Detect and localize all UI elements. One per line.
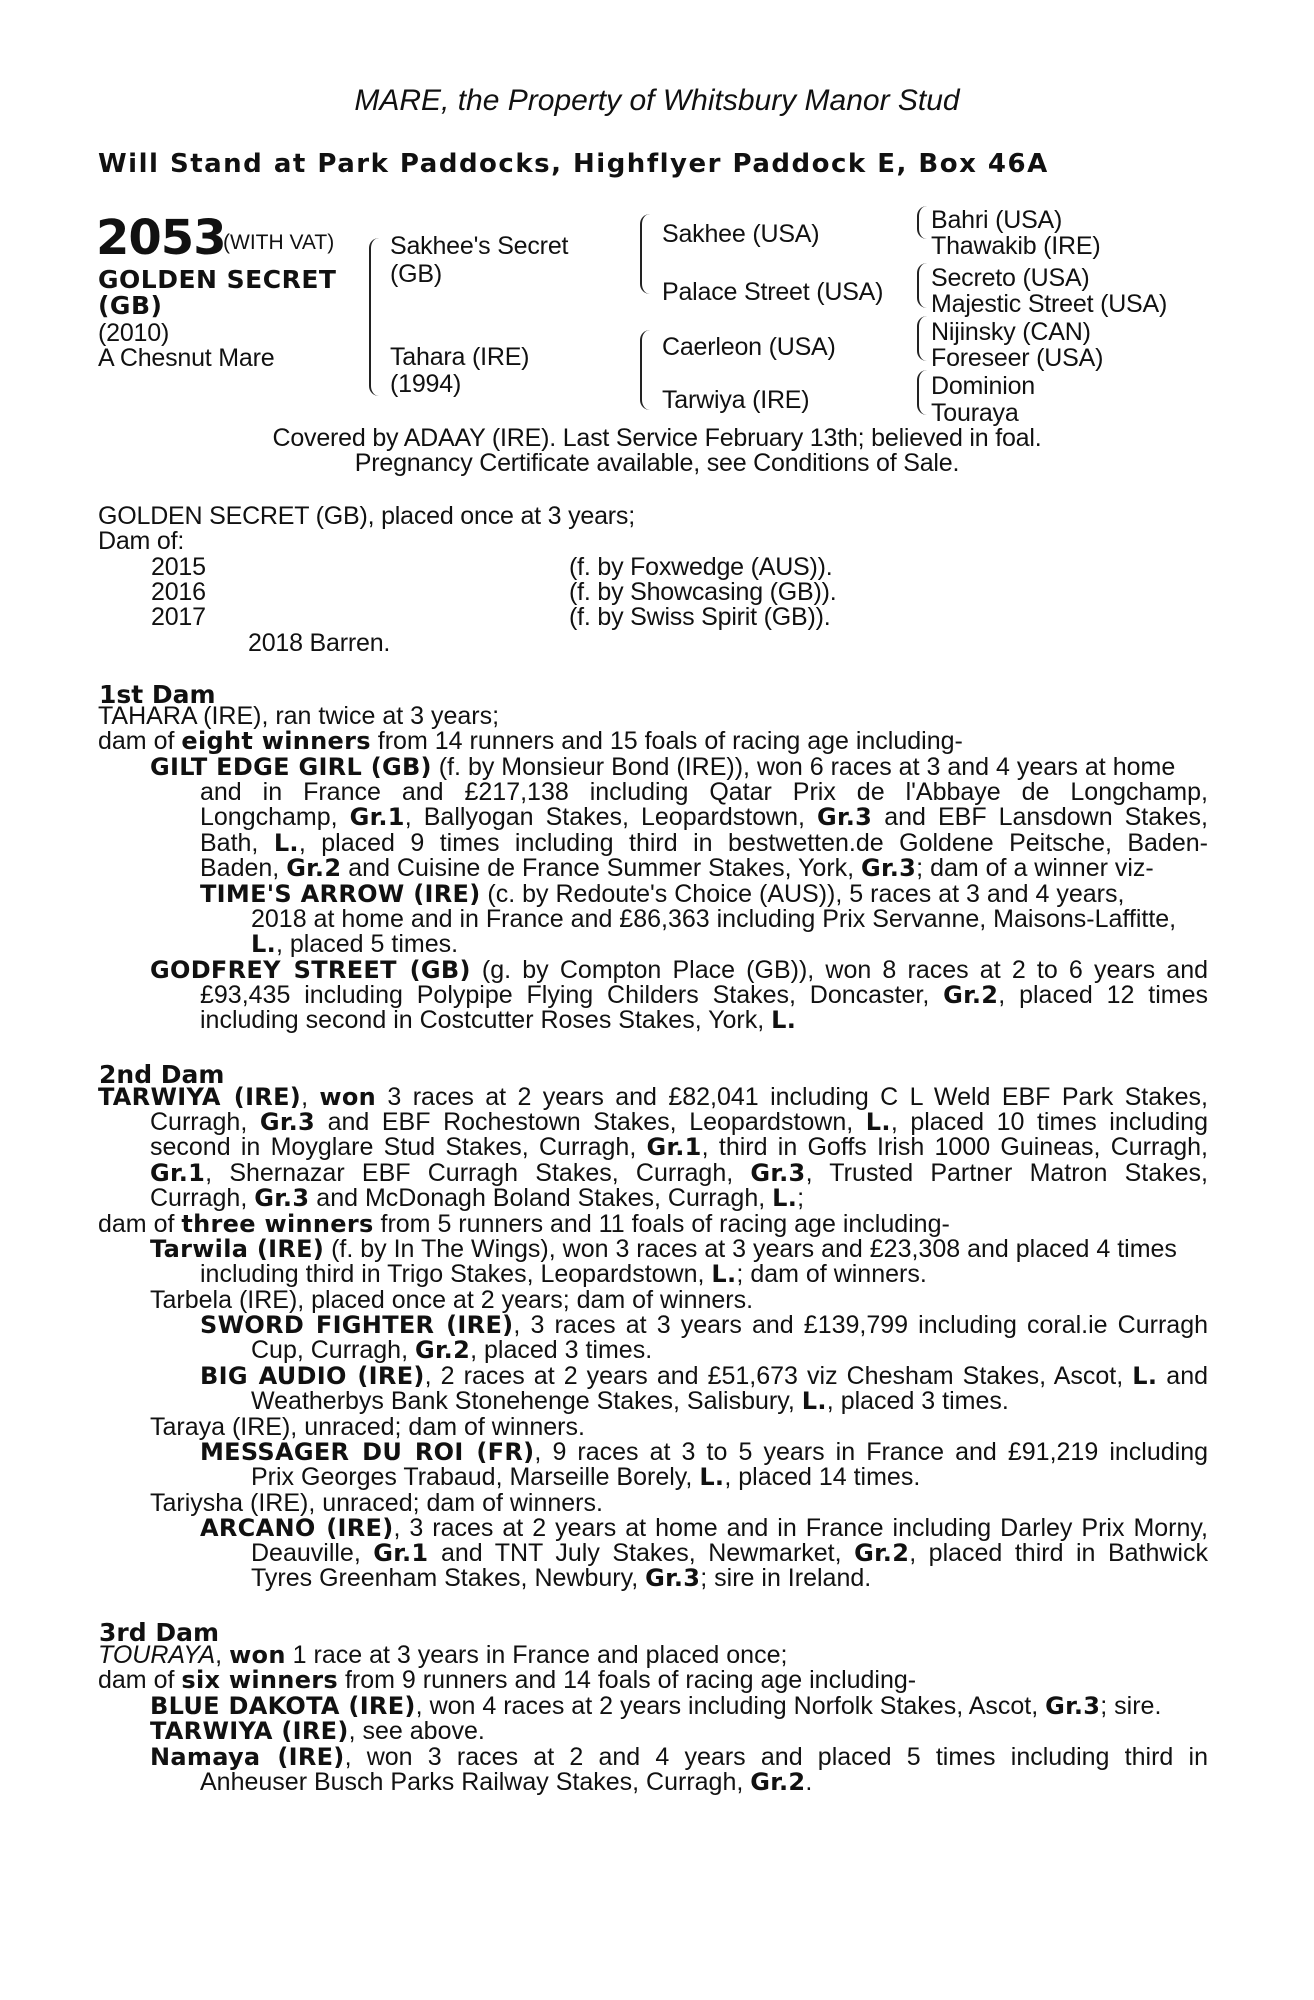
pedigree-dss: Nijinsky (CAN)	[931, 318, 1091, 346]
text-line: Baden, Gr.2 and Cuisine de France Summer Stakes, York, Gr.3; dam of a winner viz-	[200, 854, 1154, 883]
horse-year: (2010)	[98, 319, 170, 347]
first-dam-progeny-1	[150, 755, 1208, 780]
pedigree-brace-sd	[917, 263, 927, 308]
pedigree-sdd: Majestic Street (USA)	[931, 290, 1168, 318]
text-line: dam of eight winners from 14 runners and 15 foals of racing age including-	[98, 727, 963, 756]
third-dam-heading: 3rd Dam	[99, 1618, 219, 1647]
produce-desc: (f. by Foxwedge (AUS)).	[569, 553, 833, 581]
second-dam-sword-fighter	[200, 1313, 1208, 1338]
text-line: BLUE DAKOTA (IRE), won 4 races at 2 years including Norfolk Stakes, Ascot, Gr.3; sire.	[150, 1692, 1162, 1720]
text-line: Taraya (IRE), unraced; dam of winners.	[150, 1413, 585, 1441]
pedigree-dsd: Foreseer (USA)	[931, 344, 1104, 372]
second-dam-dam-of	[98, 1212, 1208, 1237]
text-line: GILT EDGE GIRL (GB) (f. by Monsieur Bond (IRE)), won 6 races at 3 and 4 years at home	[150, 753, 1176, 781]
second-dam-sword-fighter-detail	[251, 1338, 1208, 1363]
text-line: Longchamp, Gr.1, Ballyogan Stakes, Leopardstown, Gr.3 and EBF Lansdown Stakes,	[200, 803, 1209, 832]
text-line: GODFREY STREET (GB) (g. by Compton Place (GB)), won 8 races at 2 to 6 years and	[150, 956, 1208, 984]
text-line: TIME'S ARROW (IRE) (c. by Redoute's Choice (AUS)), 5 races at 3 and 4 years,	[200, 880, 1125, 908]
text-line: and in France and £217,138 including Qatar Prix de l'Abbaye de Longchamp,	[200, 778, 1208, 806]
second-dam-arcano	[200, 1516, 1208, 1541]
third-dam-progeny	[150, 1694, 1208, 1770]
second-dam-messager	[200, 1440, 1208, 1465]
text-line: Deauville, Gr.1 and TNT July Stakes, Newmarket, Gr.2, placed third in Bathwick	[251, 1539, 1208, 1567]
first-dam-progeny-2-detail	[200, 983, 1208, 1034]
pedigree-ddd: Touraya	[931, 399, 1019, 427]
second-dam-intro	[98, 1085, 1208, 1110]
text-line: MESSAGER DU ROI (FR), 9 races at 3 to 5 years in France and £91,219 including	[200, 1438, 1208, 1466]
text-line: 2018 at home and in France and £86,363 including Prix Servanne, Maisons-Laffitte,	[251, 905, 1177, 933]
text-line: ARCANO (IRE), 3 races at 2 years at home and in France including Darley Prix Morny,	[200, 1514, 1208, 1542]
text-line: SWORD FIGHTER (IRE), 3 races at 3 years and £139,799 including coral.ie Curragh	[200, 1311, 1209, 1339]
pedigree-sire-country: (GB)	[390, 260, 442, 288]
pedigree-brace-dam	[640, 330, 652, 410]
text-line: Cup, Curragh, Gr.2, placed 3 times.	[251, 1336, 653, 1364]
produce-year: 2016	[151, 578, 206, 606]
stand-location: Will Stand at Park Paddocks, Highflyer Paddock E, Box 46A	[98, 149, 1049, 179]
second-dam-tarwila	[150, 1237, 1208, 1262]
pedigree-dam-year: (1994)	[390, 370, 462, 398]
first-dam-progeny-1-detail	[200, 780, 1208, 882]
first-dam-progeny-2	[150, 958, 1208, 983]
produce-desc: (f. by Showcasing (GB)).	[569, 578, 837, 606]
dam-of-label: Dam of:	[98, 527, 185, 555]
horse-name: GOLDEN SECRET	[98, 265, 337, 294]
pedigree-sire-dam: Palace Street (USA)	[662, 278, 884, 306]
text-line: dam of three winners from 5 runners and 11 foals of racing age including-	[98, 1210, 950, 1238]
pedigree-sire: Sakhee's Secret	[390, 232, 569, 260]
second-dam-heading: 2nd Dam	[99, 1060, 225, 1089]
lot-number: 2053	[96, 210, 226, 266]
text-line: £93,435 including Polypipe Flying Childers Stakes, Doncaster, Gr.2, placed 12 times	[200, 981, 1208, 1009]
text-line: Curragh, Gr.3 and EBF Rochestown Stakes, Leopardstown, L., placed 10 times including	[150, 1108, 1208, 1136]
third-dam-intro	[98, 1643, 1208, 1694]
second-dam-arcano-detail	[251, 1541, 1208, 1592]
text-line: Curragh, Gr.3 and McDonagh Boland Stakes, Curragh, L.;	[150, 1184, 805, 1213]
second-dam-tariysha	[150, 1491, 1208, 1516]
second-dam-tarbela	[150, 1288, 1208, 1313]
text-line: TARWIYA (IRE), see above.	[150, 1717, 485, 1746]
pedigree-sds: Secreto (USA)	[931, 264, 1090, 292]
second-dam-taraya	[150, 1415, 1208, 1440]
pedigree-brace-sire	[640, 214, 652, 294]
pedigree-dds: Dominion	[931, 372, 1036, 400]
second-dam-big-audio-detail	[251, 1389, 1208, 1414]
text-line: including second in Costcutter Roses Stakes, York, L.	[200, 1006, 797, 1035]
pedigree-brace-ss	[917, 206, 927, 239]
text-line: Tyres Greenham Stakes, Newbury, Gr.3; sire in Ireland.	[251, 1564, 872, 1593]
text-line: Gr.1, Shernazar EBF Curragh Stakes, Curragh, Gr.3, Trusted Partner Matron Stakes,	[150, 1158, 1208, 1187]
first-dam-heading: 1st Dam	[99, 680, 216, 709]
pedigree-brace-ds	[917, 316, 927, 361]
horse-country: (GB)	[98, 291, 163, 320]
horse-description: A Chesnut Mare	[98, 344, 275, 372]
produce-year: 2017	[151, 603, 206, 631]
pedigree-brace-dd	[917, 370, 927, 415]
text-line: Bath, L., placed 9 times including third in bestwetten.de Goldene Peitsche, Baden-	[200, 828, 1208, 857]
first-dam-grandprogeny	[200, 882, 1208, 907]
text-line: Namaya (IRE), won 3 races at 2 and 4 years and placed 5 times including third in	[150, 1742, 1208, 1771]
second-dam-tarwila-detail	[200, 1262, 1208, 1287]
second-dam-big-audio	[200, 1364, 1208, 1389]
text-line: including third in Trigo Stakes, Leopardstown, L.; dam of winners.	[200, 1260, 927, 1288]
pedigree-sss: Bahri (USA)	[931, 206, 1063, 234]
pedigree-ssd: Thawakib (IRE)	[931, 232, 1101, 260]
text-line: TAHARA (IRE), ran twice at 3 years;	[98, 702, 500, 730]
produce-barren: 2018 Barren.	[248, 629, 391, 657]
text-line: L., placed 5 times.	[251, 930, 459, 959]
text-line: second in Moyglare Stud Stakes, Curragh, Gr.1, third in Goffs Irish 1000 Guineas, Curragh,	[150, 1133, 1208, 1162]
pedigree-dam-sire: Caerleon (USA)	[662, 333, 836, 361]
text-line: Tarbela (IRE), placed once at 2 years; dam of winners.	[150, 1286, 754, 1314]
second-dam-intro-detail	[150, 1110, 1208, 1212]
text-line: Weatherbys Bank Stonehenge Stakes, Salisbury, L., placed 3 times.	[251, 1387, 1009, 1415]
text-line: BIG AUDIO (IRE), 2 races at 2 years and £51,673 viz Chesham Stakes, Ascot, L. and	[200, 1362, 1209, 1390]
text-line: Tarwila (IRE) (f. by In The Wings), won 3 races at 3 years and £23,308 and placed 4 times	[150, 1235, 1177, 1263]
text-line: Tariysha (IRE), unraced; dam of winners.	[150, 1489, 603, 1517]
produce-intro: GOLDEN SECRET (GB), placed once at 3 years;	[98, 502, 635, 530]
text-line: TARWIYA (IRE), won 3 races at 2 years and £82,041 including C L Weld EBF Park Stakes,	[98, 1083, 1208, 1111]
pregnancy-line: Pregnancy Certificate available, see Conditions of Sale.	[354, 449, 960, 477]
produce-desc: (f. by Swiss Spirit (GB)).	[569, 603, 831, 631]
pedigree-sire-sire: Sakhee (USA)	[662, 220, 820, 248]
text-line: TOURAYA, won 1 race at 3 years in France and placed once;	[98, 1641, 788, 1669]
covered-line: Covered by ADAAY (IRE). Last Service February 13th; believed in foal.	[272, 424, 1042, 452]
first-dam-body	[98, 704, 1208, 755]
page-title: MARE, the Property of Whitsbury Manor Stud	[354, 84, 960, 117]
vat-label: (WITH VAT)	[223, 231, 335, 254]
second-dam-messager-detail	[251, 1465, 1208, 1490]
produce-year: 2015	[151, 553, 206, 581]
third-dam-progeny-detail	[200, 1770, 1208, 1795]
pedigree-dam: Tahara (IRE)	[390, 343, 530, 371]
text-line: dam of six winners from 9 runners and 14 foals of racing age including-	[98, 1666, 917, 1695]
text-line: Anheuser Busch Parks Railway Stakes, Curragh, Gr.2.	[200, 1768, 813, 1796]
pedigree-brace-main	[369, 238, 381, 396]
first-dam-grandprogeny-detail	[251, 907, 1208, 958]
text-line: Prix Georges Trabaud, Marseille Borely, L., placed 14 times.	[251, 1463, 921, 1491]
pedigree-dam-dam: Tarwiya (IRE)	[662, 386, 810, 414]
